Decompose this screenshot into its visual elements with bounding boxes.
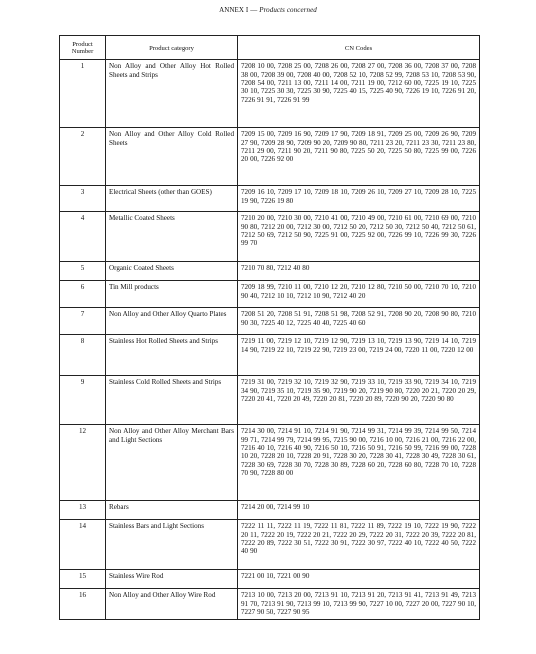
column-header-product-category: Product category xyxy=(106,36,238,60)
table-row xyxy=(60,520,480,570)
cn-codes: 7221 00 10, 7221 00 90 xyxy=(238,570,480,589)
table-row xyxy=(60,128,480,186)
table-row xyxy=(60,212,480,262)
annex-title: Products concerned xyxy=(259,6,317,14)
table-row xyxy=(60,308,480,335)
table-row xyxy=(60,376,480,425)
table-row xyxy=(60,262,480,281)
product-number: 4 xyxy=(60,212,106,262)
cn-codes: 7210 20 00, 7210 30 00, 7210 41 00, 7210 49 00, 7210 61 00, 7210 69 00, 7210 90 80, 7212 20 00, 7212 30 00, 7212 50 20, 7212 50 30, 7212 50 40, 7212 50 61, 7212 50 69, 7212 50 90, 7225 91 00, 7225 92 00, 7226 99 10, 7226 99 30, 7226 99 70 xyxy=(238,212,480,262)
product-number: 6 xyxy=(60,281,106,308)
annex-label: ANNEX I xyxy=(219,6,249,14)
table-row xyxy=(60,589,480,620)
cn-codes: 7209 15 00, 7209 16 90, 7209 17 90, 7209 18 91, 7209 25 00, 7209 26 90, 7209 27 90, 7209 28 90, 7209 90 20, 7209 90 80, 7211 23 20, 7211 23 30, 7211 23 80, 7211 29 00, 7211 90 20, 7211 90 80, 7225 50 20, 7225 50 80, 7225 99 00, 7226 20 00, 7226 92 00 xyxy=(238,128,480,186)
table-row xyxy=(60,335,480,376)
cn-codes: 7209 18 99, 7210 11 00, 7210 12 20, 7210 12 80, 7210 50 00, 7210 70 10, 7210 90 40, 7212 10 10, 7212 10 90, 7212 40 20 xyxy=(238,281,480,308)
product-number: 8 xyxy=(60,335,106,376)
product-category: Tin Mill products xyxy=(106,281,238,308)
cn-codes: 7214 20 00, 7214 99 10 xyxy=(238,501,480,520)
product-number: 13 xyxy=(60,501,106,520)
product-number: 14 xyxy=(60,520,106,570)
cn-codes: 7209 16 10, 7209 17 10, 7209 18 10, 7209 26 10, 7209 27 10, 7209 28 10, 7225 19 90, 7226 19 80 xyxy=(238,186,480,212)
cn-codes: 7213 10 00, 7213 20 00, 7213 91 10, 7213 91 20, 7213 91 41, 7213 91 49, 7213 91 70, 7213 91 90, 7213 99 10, 7213 99 90, 7227 10 00, 7227 20 00, 7227 90 10, 7227 90 50, 7227 90 95 xyxy=(238,589,480,620)
product-number: 9 xyxy=(60,376,106,425)
product-number: 3 xyxy=(60,186,106,212)
cn-codes: 7222 11 11, 7222 11 19, 7222 11 81, 7222 11 89, 7222 19 10, 7222 19 90, 7222 20 11, 7222 20 19, 7222 20 21, 7222 20 29, 7222 20 31, 7222 20 39, 7222 20 81, 7222 20 89, 7222 30 51, 7222 30 91, 7222 30 97, 7222 40 10, 7222 40 50, 7222 40 90 xyxy=(238,520,480,570)
product-category: Non Alloy and Other Alloy Cold Rolled Sheets xyxy=(106,128,238,186)
running-header xyxy=(0,6,536,14)
product-number: 5 xyxy=(60,262,106,281)
product-number: 1 xyxy=(60,60,106,128)
cn-codes: 7208 10 00, 7208 25 00, 7208 26 00, 7208 27 00, 7208 36 00, 7208 37 00, 7208 38 00, 7208 39 00, 7208 40 00, 7208 52 10, 7208 52 99, 7208 53 10, 7208 53 90, 7208 54 00, 7211 13 00, 7211 14 00, 7211 19 00, 7212 60 00, 7225 19 10, 7225 30 10, 7225 30 30, 7225 30 90, 7225 40 15, 7225 40 90, 7226 19 10, 7226 91 20, 7226 91 91, 7226 91 99 xyxy=(238,60,480,128)
product-category: Non Alloy and Other Alloy Quarto Plates xyxy=(106,308,238,335)
column-header-cn-codes: CN Codes xyxy=(238,36,480,60)
cn-codes: 7219 31 00, 7219 32 10, 7219 32 90, 7219 33 10, 7219 33 90, 7219 34 10, 7219 34 90, 7219 35 10, 7219 35 90, 7219 90 20, 7219 90 80, 7220 20 21, 7220 20 29, 7220 20 41, 7220 20 49, 7220 20 81, 7220 20 89, 7220 90 20, 7220 90 80 xyxy=(238,376,480,425)
cn-codes: 7208 51 20, 7208 51 91, 7208 51 98, 7208 52 91, 7208 90 20, 7208 90 80, 7210 90 30, 7225 40 12, 7225 40 40, 7225 40 60 xyxy=(238,308,480,335)
header-dash: — xyxy=(250,6,258,14)
product-number: 12 xyxy=(60,425,106,501)
table-row xyxy=(60,186,480,212)
product-category: Stainless Cold Rolled Sheets and Strips xyxy=(106,376,238,425)
table-row xyxy=(60,570,480,589)
product-number: 15 xyxy=(60,570,106,589)
product-category: Stainless Hot Rolled Sheets and Strips xyxy=(106,335,238,376)
product-category: Rebars xyxy=(106,501,238,520)
product-category: Organic Coated Sheets xyxy=(106,262,238,281)
table-header-row xyxy=(60,36,480,60)
product-category: Non Alloy and Other Alloy Merchant Bars and Light Sections xyxy=(106,425,238,501)
table-row xyxy=(60,60,480,128)
product-category: Non Alloy and Other Alloy Wire Rod xyxy=(106,589,238,620)
product-category: Stainless Bars and Light Sections xyxy=(106,520,238,570)
table-row xyxy=(60,281,480,308)
cn-codes: 7219 11 00, 7219 12 10, 7219 12 90, 7219 13 10, 7219 13 90, 7219 14 10, 7219 14 90, 7219 22 10, 7219 22 90, 7219 23 00, 7219 24 00, 7220 11 00, 7220 12 00 xyxy=(238,335,480,376)
product-number: 2 xyxy=(60,128,106,186)
cn-codes: 7210 70 80, 7212 40 80 xyxy=(238,262,480,281)
product-number: 7 xyxy=(60,308,106,335)
product-category: Electrical Sheets (other than GOES) xyxy=(106,186,238,212)
column-header-product-number: Product Number xyxy=(60,36,106,60)
table-row xyxy=(60,425,480,501)
product-category: Stainless Wire Rod xyxy=(106,570,238,589)
product-number: 16 xyxy=(60,589,106,620)
product-category: Metallic Coated Sheets xyxy=(106,212,238,262)
product-category: Non Alloy and Other Alloy Hot Rolled Sheets and Strips xyxy=(106,60,238,128)
table-row xyxy=(60,501,480,520)
products-table xyxy=(59,35,480,620)
cn-codes: 7214 30 00, 7214 91 10, 7214 91 90, 7214 99 31, 7214 99 39, 7214 99 50, 7214 99 71, 7214 99 79, 7214 99 95, 7215 90 00, 7216 10 00, 7216 21 00, 7216 22 00, 7216 40 10, 7216 40 90, 7216 50 10, 7216 50 91, 7216 50 99, 7216 99 00, 7228 10 20, 7228 20 10, 7228 20 91, 7228 30 20, 7228 30 41, 7228 30 49, 7228 30 61, 7228 30 69, 7228 30 70, 7228 30 89, 7228 60 20, 7228 60 80, 7228 70 10, 7228 70 90, 7228 80 00 xyxy=(238,425,480,501)
